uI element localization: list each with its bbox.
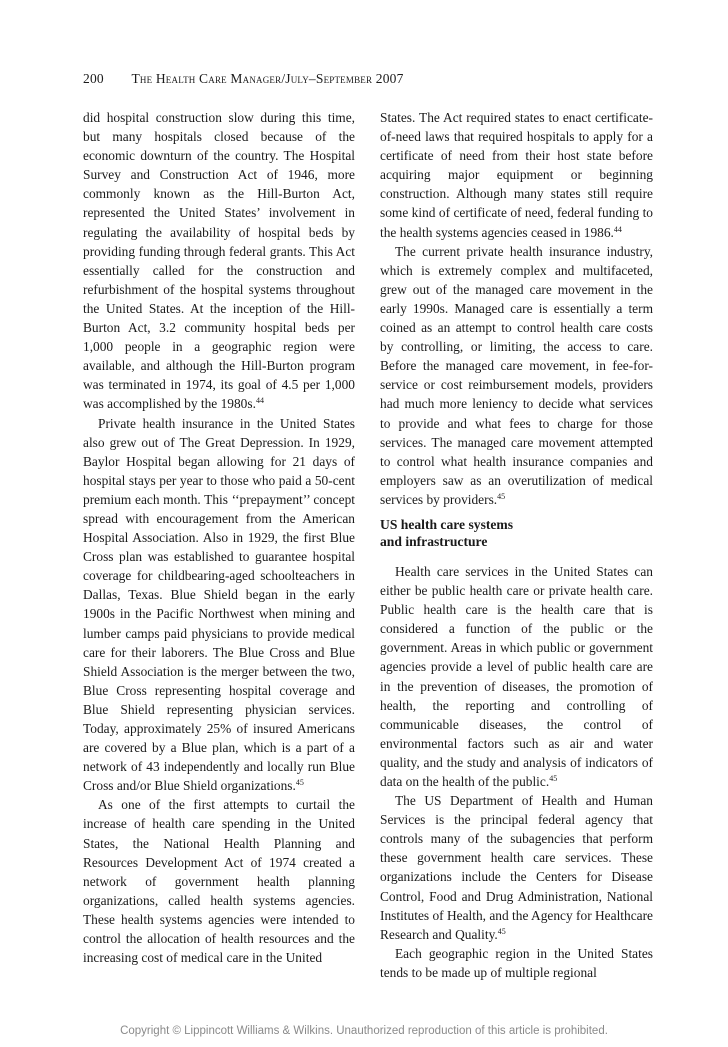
- reference-number: 44: [255, 396, 264, 406]
- paragraph: States. The Act required states to enact certificate-of-need laws that required hospitals to apply for a certificate of need from their host state before acquiring major equipment or beginning construction. Although many states still require some kind of certificate of need, federal funding to the health systems agencies ceased in 1986.44: [380, 110, 653, 240]
- paragraph: Health care services in the United States can either be public health care or private health care. Public health care is the health care that is considered a function of the public or the government. Areas in which public or government agencies provide a level of public health care are in the prevention of diseases, the promotion of health, the reporting and controlling of communicable diseases, the control of environmental factors such as air and water quality, and the study and analysis of indicators of data on the health of the public.$^{45}$: [380, 563, 653, 789]
- running-header: [83, 71, 663, 87]
- reference-number: 45: [497, 491, 506, 501]
- left-column: [83, 108, 355, 967]
- running-title: The Health Care Manager/July–September 2007: [131, 71, 404, 86]
- reference-number: 45: [549, 774, 558, 783]
- paragraph: Private health insurance in the United States also grew out of The Great Depression. In 1929, Baylor Hospital began allowing for 21 days of hospital stays per year to those who paid a 50-cent premium each month. This ‘‘prepayment’’ concept spread with encouragement from the American Hospital Association. Also in 1929, the first Blue Cross plan was established to guarantee hospital coverage for childbearing-aged schoolteachers in Dallas, Texas. Blue Shield began in the early 1900s in the Pacific Northwest when mining and lumber camps paid physicians to provide medical care for their laborers. The Blue Cross and Blue Shield Association is the merger between the two, Blue Cross representing hospital coverage and Blue Shield representing physician services. Today, approximately 25% of insured Americans are covered by a Blue plan, which is a part of a network of 43 independently and locally run Blue Cross and/or Blue Shield organizations.$^{45}$: [83, 415, 355, 794]
- paragraph: did hospital construction slow during this time, but many hospitals closed because of the economic downturn of the country. The Hospital Survey and Construction Act of 1946, more commonly known as the Hill-Burton Act, represented the United States’ involvement in regulating the availability of hospital beds by providing funding through federal grants. This Act essentially called for the construction and refurbishment of the hospital systems throughout the United States. At the inception of the Hill-Burton Act, 3.2 community hospital beds per 1,000 people in a geographic region were available, and although the Hill-Burton program was terminated in 1974, its goal of 4.5 per 1,000 was accomplished by the 1980s.$^{44}$: [83, 110, 355, 412]
- paragraph: Each geographic region in the United States tends to be made up of multiple regional: [380, 945, 653, 980]
- paragraph: As one of the first attempts to curtail the increase of health care spending in the United States, the National Health Planning and Resources Development Act of 1974 created a network of government health planning organizations, called health systems agencies. These health systems agencies were intended to control the allocation of health resources and the increasing cost of medical care in the United: [83, 797, 355, 966]
- paragraph: The US Department of Health and Human Services is the principal federal agency that controls many of the subagencies that perform these government health care services. These organizations include the Centers for Disease Control, Food and Drug Administration, National Institutes of Health, and the Agency for Healthcare Research and Quality.$^{45}$: [380, 793, 653, 942]
- copyright-notice: Copyright © Lippincott Williams & Wilkins. Unauthorized reproduction of this article is prohibited.: [120, 1025, 608, 1037]
- paragraph: The current private health insurance industry, which is extremely complex and multifaceted, grew out of the managed care movement in the early 1990s. Managed care is essentially a term coined as an attempt to control health care costs by controlling, or limiting, the access to care. Before the managed care movement, in fee-for-service or cost reimbursement models, providers had much more leniency to decide what services to provide and what fees to charge for those services. The managed care movement attempted to control what health insurance companies and employers saw as an overutilization of medical services by providers.$^{45}$: [380, 243, 653, 507]
- reference-number: 44: [613, 224, 622, 234]
- page-number: 200: [83, 71, 104, 86]
- reference-number: 45: [295, 778, 304, 788]
- right-column: [380, 108, 653, 982]
- reference-number: 45: [497, 926, 506, 936]
- section-heading: US health care systems and infrastructure: [380, 516, 514, 549]
